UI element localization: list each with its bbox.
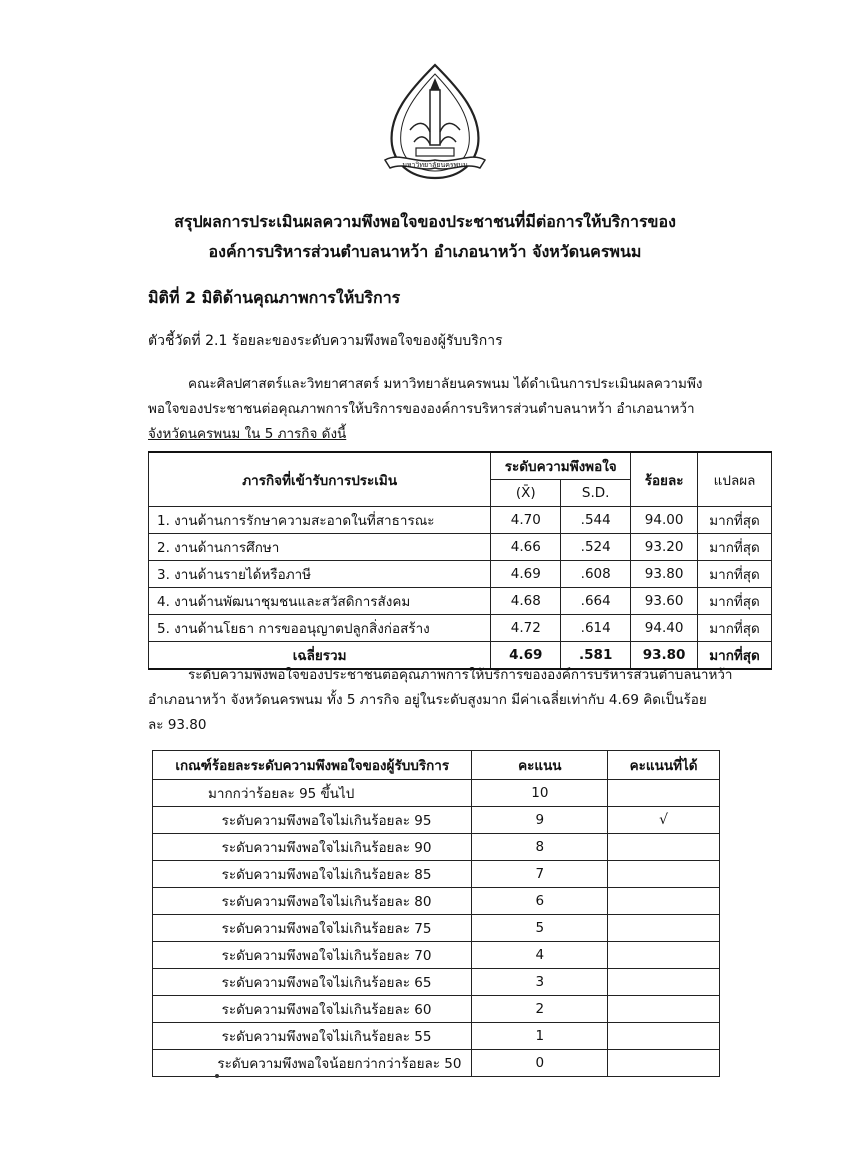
score-cell: 4 xyxy=(472,942,608,969)
interpret-cell: มากที่สุด xyxy=(698,507,772,534)
earned-cell xyxy=(608,969,720,996)
score-cell: 2 xyxy=(472,996,608,1023)
criteria-cell: ระดับความพึงพอใจไม่เกินร้อยละ 55 xyxy=(153,1023,472,1050)
sd-cell: .664 xyxy=(561,588,631,615)
score-cell: 5 xyxy=(472,915,608,942)
score-cell: 8 xyxy=(472,834,608,861)
summary-line: อำเภอนาหว้า จังหวัดนครพนม ทั้ง 5 ภารกิจ อยู่ในระดับสูงมาก มีค่าเฉลี่ยเท่ากับ 4.69 คิดเป็นร้อย xyxy=(148,692,707,708)
indicator-heading: ตัวชี้วัดที่ 2.1 ร้อยละของระดับความพึงพอใจของผู้รับบริการ xyxy=(148,333,503,349)
task-cell: 2. งานด้านการศึกษา xyxy=(149,534,491,561)
interpret-cell: มากที่สุด xyxy=(698,615,772,642)
earned-cell xyxy=(608,1023,720,1050)
header-percent: ร้อยละ xyxy=(631,452,698,507)
header-score: คะแนน xyxy=(472,751,608,780)
header-level: ระดับความพึงพอใจ xyxy=(491,452,631,480)
header-task: ภารกิจที่เข้ารับการประเมิน xyxy=(149,452,491,507)
table-row xyxy=(149,615,772,642)
percent-cell: 94.00 xyxy=(631,507,698,534)
percent-cell: 93.60 xyxy=(631,588,698,615)
mean-cell: 4.66 xyxy=(491,534,561,561)
table-row xyxy=(149,507,772,534)
average-sd: .581 xyxy=(561,642,631,670)
earned-cell xyxy=(608,996,720,1023)
intro-line: พอใจของประชาชนต่อคุณภาพการให้บริการขององค์การบริหารส่วนตำบลนาหว้า อำเภอนาหว้า xyxy=(148,401,695,417)
summary-paragraph xyxy=(148,663,748,738)
header-earned: คะแนนที่ได้ xyxy=(608,751,720,780)
task-cell: 3. งานด้านรายได้หรือภาษี xyxy=(149,561,491,588)
earned-cell xyxy=(608,780,720,807)
table-row xyxy=(153,1023,720,1050)
earned-cell xyxy=(608,861,720,888)
table-row xyxy=(153,834,720,861)
earned-cell xyxy=(608,834,720,861)
table-row xyxy=(153,915,720,942)
criteria-cell: ระดับความพึงพอใจไม่เกินร้อยละ 80 xyxy=(153,888,472,915)
percent-cell: 94.40 xyxy=(631,615,698,642)
criteria-cell: ระดับความพึงพอใจไม่เกินร้อยละ 75 xyxy=(153,915,472,942)
sd-cell: .544 xyxy=(561,507,631,534)
earned-cell xyxy=(608,915,720,942)
score-cell: 3 xyxy=(472,969,608,996)
average-percent: 93.80 xyxy=(631,642,698,670)
table-row xyxy=(153,807,720,834)
interpret-cell: มากที่สุด xyxy=(698,534,772,561)
task-cell: 5. งานด้านโยธา การขออนุญาตปลูกสิ่งก่อสร้าง xyxy=(149,615,491,642)
checkmark-icon: √ xyxy=(608,807,720,834)
interpret-cell: มากที่สุด xyxy=(698,561,772,588)
table-row xyxy=(153,1050,720,1077)
criteria-cell: ระดับความพึงพอใจไม่เกินร้อยละ 65 xyxy=(153,969,472,996)
criteria-cell: ระดับความพึงพอใจไม่เกินร้อยละ 85 xyxy=(153,861,472,888)
average-mean: 4.69 xyxy=(491,642,561,670)
dimension-heading: มิติที่ 2 มิติด้านคุณภาพการให้บริการ xyxy=(148,288,401,307)
task-cell: 4. งานด้านพัฒนาชุมชนและสวัสดิการสังคม xyxy=(149,588,491,615)
task-cell: 1. งานด้านการรักษาความสะอาดในที่สาธารณะ xyxy=(149,507,491,534)
score-cell: 1 xyxy=(472,1023,608,1050)
criteria-cell: ระดับความพึงพอใจไม่เกินร้อยละ 70 xyxy=(153,942,472,969)
sd-cell: .614 xyxy=(561,615,631,642)
table-row xyxy=(153,861,720,888)
criteria-cell: ระดับความพึงพอใจน้อยกว่ากว่าร้อยละ 50 xyxy=(153,1050,472,1077)
table-row xyxy=(153,996,720,1023)
criteria-cell: มากกว่าร้อยละ 95 ขึ้นไป xyxy=(153,780,472,807)
table-row xyxy=(153,888,720,915)
earned-cell xyxy=(608,1050,720,1077)
university-seal-icon xyxy=(380,60,490,190)
score-cell: 0 xyxy=(472,1050,608,1077)
intro-line: คณะศิลปศาสตร์และวิทยาศาสตร์ มหาวิทยาลัยนครพนม ได้ดำเนินการประเมินผลความพึง xyxy=(188,376,703,392)
score-cell: 7 xyxy=(472,861,608,888)
criteria-cell: ระดับความพึงพอใจไม่เกินร้อยละ 95 xyxy=(153,807,472,834)
header-criteria: เกณฑ์ร้อยละระดับความพึงพอใจของผู้รับบริการ xyxy=(153,751,472,780)
table-row xyxy=(153,780,720,807)
sd-cell: .608 xyxy=(561,561,631,588)
mean-cell: 4.68 xyxy=(491,588,561,615)
results-table xyxy=(148,451,772,670)
header-interpret: แปลผล xyxy=(698,452,772,507)
score-cell: 10 xyxy=(472,780,608,807)
table-row xyxy=(153,942,720,969)
page-title-line2: องค์การบริหารส่วนตำบลนาหว้า อำเภอนาหว้า จังหวัดนครพนม xyxy=(208,242,642,261)
table-row xyxy=(149,588,772,615)
criteria-table xyxy=(152,750,720,1077)
table-row xyxy=(149,561,772,588)
mean-cell: 4.72 xyxy=(491,615,561,642)
mean-cell: 4.70 xyxy=(491,507,561,534)
percent-cell: 93.80 xyxy=(631,561,698,588)
average-label: เฉลี่ยรวม xyxy=(149,642,491,670)
mean-cell: 4.69 xyxy=(491,561,561,588)
intro-paragraph xyxy=(148,372,738,447)
page-title-line1: สรุปผลการประเมินผลความพึงพอใจของประชาชนที่มีต่อการให้บริการของ xyxy=(174,212,676,231)
ink-dot xyxy=(215,1074,219,1078)
score-cell: 9 xyxy=(472,807,608,834)
percent-cell: 93.20 xyxy=(631,534,698,561)
intro-line: จังหวัดนครพนม ใน 5 ภารกิจ ดังนี้ xyxy=(148,426,347,442)
summary-line: ระดับความพึงพอใจของประชาชนต่อคุณภาพการให้บริการขององค์การบริหารส่วนตำบลนาหว้า xyxy=(188,667,733,683)
score-cell: 6 xyxy=(472,888,608,915)
earned-cell xyxy=(608,942,720,969)
summary-line: ละ 93.80 xyxy=(148,717,207,733)
criteria-cell: ระดับความพึงพอใจไม่เกินร้อยละ 90 xyxy=(153,834,472,861)
logo-text: มหาวิทยาลัยนครพนม xyxy=(402,161,468,169)
earned-cell xyxy=(608,888,720,915)
table-row xyxy=(149,534,772,561)
header-mean: (X̄) xyxy=(491,480,561,507)
header-sd: S.D. xyxy=(561,480,631,507)
sd-cell: .524 xyxy=(561,534,631,561)
table-row xyxy=(153,969,720,996)
average-interpret: มากที่สุด xyxy=(698,642,772,670)
criteria-cell: ระดับความพึงพอใจไม่เกินร้อยละ 60 xyxy=(153,996,472,1023)
interpret-cell: มากที่สุด xyxy=(698,588,772,615)
